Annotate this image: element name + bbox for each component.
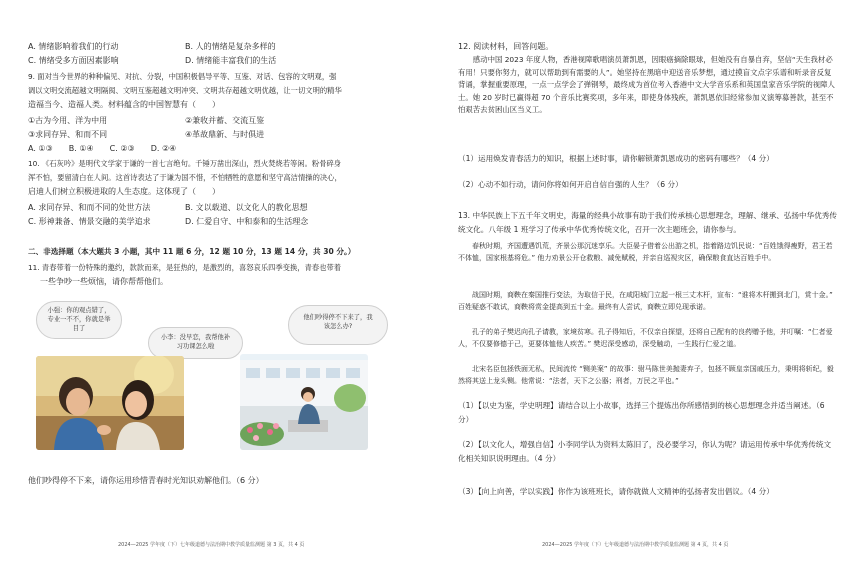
worried-student-scene-image — [240, 354, 368, 450]
q12-sub2: （2）心动不如行动，请问你将如何开启自信自强的人生？（6 分） — [458, 180, 683, 189]
q12-sub1: （1）运用焕发青春活力的知识，根据上述时事，请你解锁萧凯恩成功的密码有哪些？（4 分） — [458, 154, 774, 163]
q8-option-b: B. 人的情绪是复杂多样的 — [185, 42, 276, 51]
q8-option-a: A. 情绪影响着我们的行动 — [28, 42, 119, 51]
q12-title: 12. 阅读材料，回答问题。 — [458, 42, 554, 51]
page-footer-4: 2024—2025 学年度（下）七年级道德与法治期中教学质量监测题 第 4 页，共 4 页 — [542, 542, 729, 548]
q13-story-4: 北宋名臣包拯铁面无私，民间流传 “铡美案” 的故事：驸马陈世美抛妻弃子，包拯不顾皇亲国戚压力，秉明将斩纪，毅然将其送上龙头铡。他常说：“法者，天下之公器；刑者，万民之平也。” — [458, 365, 834, 386]
q10-option-b: B. 文以载道、以文化人的教化思想 — [185, 203, 308, 212]
q10-stem-line2: 浑不怕，要留清白在人间。这首诗表达了于谦为国不惜，不怕牺牲的意愿和坚守高洁情操的决心， — [28, 173, 342, 182]
q9-option-4: ④革故鼎新、与时俱进 — [185, 130, 265, 139]
q13-intro: 13. 中华民族上下五千年文明史，海量的经典小故事有助于我们传承核心思想理念，理解、继承、弘扬中华优秀传统文化。八年级 1 班学习了传承中华优秀传统文化，召开一次主题班会，请你参与。 — [458, 211, 837, 234]
q9-option-3: ③求同存异、和而不同 — [28, 130, 108, 139]
bubble-xiaoli: 小李：没早恋，我帮他补习功课怎么啦 — [148, 327, 243, 359]
bubble-bystander: 他们吵得停不下来了，我该怎么办? — [288, 305, 388, 345]
quarrel-scene-image — [36, 356, 184, 450]
q12-material: 感动中国 2023 年度人物，香港视障歌唱演员萧凯恩，因眼癌摘除眼球，但她没有自暴自弃，坚信“天生我材必有用！只要你努力，就可以帮助到有需要的人”。她坚持在黑暗中迎送音乐梦想，通过摸盲文点字乐谱和听录音反复背诵，掌握重要原理，一点一点学会了弹钢琴，最终成为首位考入香港中文大学音乐系和英国皇家音乐学院的视障人士。她 20 岁时已赢得超 70 个音乐比赛奖项，多年来，即使身体残疾，萧凯恩依旧经常参加义演筹募善款，甚至不怕艰苦去贫困山区当义工。 — [458, 55, 835, 114]
q13-story-1: 春秋时期，齐国遭遇饥荒，齐景公那沉迷享乐。大臣晏子借着公出游之机，指着路边饥民说：“百姓饿得瘦野，君王若不体恤，国家根基将危。” 他力劝景公开仓救粮、减免赋税，并亲自巡视灾区，确保粮食直达百姓手中。 — [458, 242, 833, 263]
q13-sub2: （2）【以文化人，增强自信】小李同学认为资料太陈旧了，没必要学习，你认为呢？请运用传承中华优秀传统文化相关知识说明理由。（4 分） — [458, 440, 832, 463]
q9-option-1: ①古为今用、洋为中用 — [28, 116, 108, 125]
q10-option-a: A. 求同存异、和而不同的处世方法 — [28, 203, 151, 212]
q10-option-c: C. 形神兼备、情景交融的美学追求 — [28, 217, 151, 226]
section-2-heading: 二、非选择题（本大题共 3 小题，其中 11 题 6 分，12 题 10 分，13 题 14 分，共 30 分。） — [28, 247, 356, 256]
q11-task: 他们吵得停不下来，请你运用珍惜青春时光知识劝解他们。（6 分） — [28, 476, 264, 485]
q8-option-d: D. 情绪能丰富我们的生活 — [185, 56, 277, 65]
q9-choices: A. ①③ B. ①④ C. ②③ D. ②④ — [28, 144, 177, 153]
q10-stem-line3: 启迪人们树立积极进取的人生态度。这体现了（ ） — [28, 187, 220, 196]
q11-stem-line2: 一些争吵一些烦恼，请你帮帮他们。 — [40, 277, 168, 286]
exam-page-4 — [430, 0, 860, 566]
q9-stem-line3: 造福当今、造福人类。材料蕴含的中国智慧有（ ） — [28, 100, 220, 109]
bubble-xiaoqiang: 小强：你的观点错了，专业一不不，你就是举目了 — [36, 301, 122, 339]
q13-sub1: （1）【以史为鉴，学史明理】请结合以上小故事，选择三个提炼出你所感悟到的核心思想理念并适当阐述。（6 分） — [458, 401, 825, 424]
q9-option-2: ②兼收并蓄、交流互鉴 — [185, 116, 265, 125]
q11-stem-line1: 11. 青春带着一份特殊的邀约，款款而来，是狂热的，是激烈的，喜怒哀乐四季变换，青春也带着 — [28, 263, 342, 272]
page-footer-3: 2024—2025 学年度（下）七年级道德与法治期中教学质量监测题 第 3 页，共 4 页 — [118, 542, 305, 548]
q13-story-2: 战国时期，商鞅在秦国推行变法，为取信于民，在咸阳城门立起一根三丈木杆，宣布：“谁将木杆搬到北门，赏十金。” 百姓疑惑不敢试，商鞅将赏金提高到五十金。最终有人尝试，商鞅立即兑现承诺。 — [458, 291, 833, 312]
q13-sub3: （3）【向上向善，学以实践】你作为该班班长，请你就做人文精神的弘扬者发出倡议。（4 分） — [458, 487, 774, 496]
q9-stem-line2: 调以文明交流超越文明隔阂、文明互鉴超越文明冲突、文明共存超越文明优越，让一切文明的精华 — [28, 86, 342, 95]
q10-option-d: D. 仁爱自守、中和泰和的生活理念 — [185, 217, 309, 226]
q9-stem-line1: 9. 面对当今世界的种种偏见、对抗、分裂，中国积极倡导平等、互鉴、对话、包容的文明观，强 — [28, 72, 337, 81]
q10-stem-line1: 10. 《石灰吟》是明代文学家于谦的一首七言绝句。千锤万凿出深山，烈火焚烧若等闲。粉骨碎身 — [28, 159, 342, 168]
q13-story-3: 孔子的弟子樊迟向孔子请教，家境贫寒。孔子得知后，不仅亲自探望，还将自己配有的良药赠予他，并叮嘱：“仁者爱人，不仅要修德于己，更要体恤他人疾苦。” 樊迟深受感动，深受触动，一生践行仁爱之道。 — [458, 328, 833, 349]
q8-option-c: C. 情绪受多方面因素影响 — [28, 56, 119, 65]
